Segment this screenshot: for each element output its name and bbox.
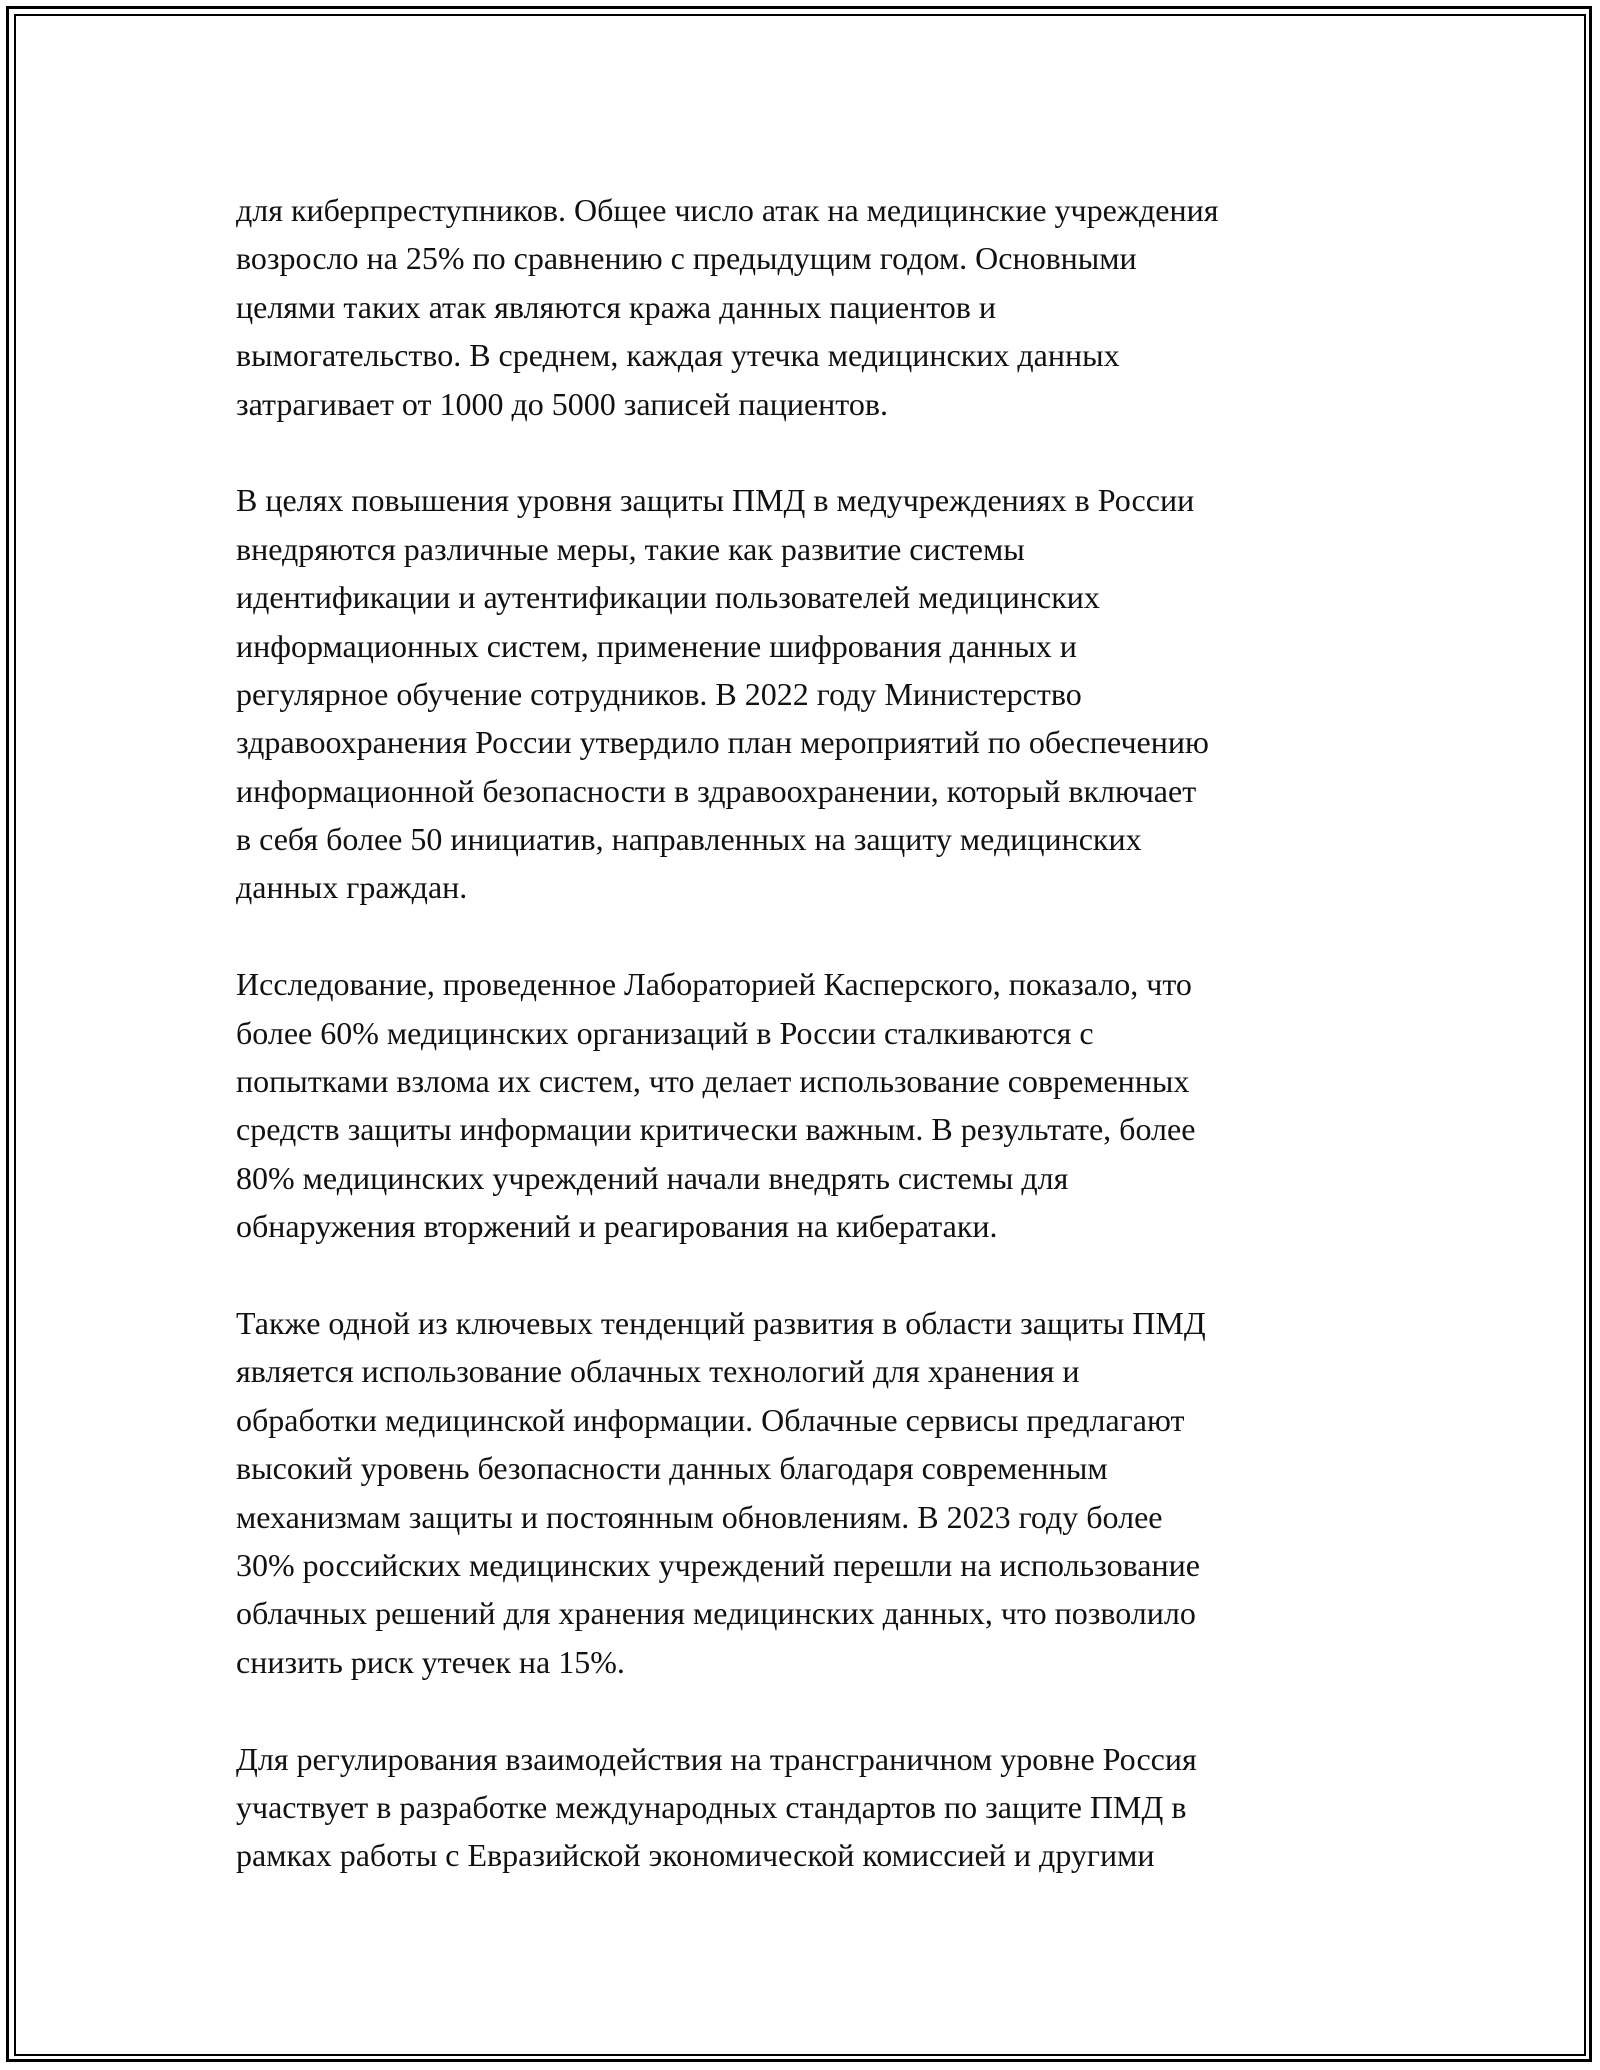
text-line: В целях повышения уровня защиты ПМД в медучреждениях в России <box>236 482 1195 519</box>
paragraph-gap <box>236 1686 1376 1734</box>
text-line: возросло на 25% по сравнению с предыдущим годом. Основными <box>236 240 1137 277</box>
text-line: высокий уровень безопасности данных благодаря современным <box>236 1450 1108 1487</box>
text-line: 30% российских медицинских учреждений перешли на использование <box>236 1546 1200 1583</box>
text-line: целями таких атак являются кража данных пациентов и <box>236 288 997 325</box>
text-line: обнаружения вторжений и реагирования на кибератаки. <box>236 1208 998 1245</box>
text-line: вымогательство. В среднем, каждая утечка медицинских данных <box>236 337 1120 374</box>
text-line: Также одной из ключевых тенденций развития в области защиты ПМД <box>236 1304 1206 1341</box>
paragraph-kaspersky-study <box>236 960 1376 1250</box>
text-line: участвует в разработке международных стандартов по защите ПМД в <box>236 1788 1187 1825</box>
text-line: здравоохранения России утвердило план мероприятий по обеспечению <box>236 724 1209 761</box>
paragraph-cloud-technologies <box>236 1299 1376 1686</box>
paragraph-gap <box>236 912 1376 960</box>
text-line: Исследование, проведенное Лабораторией Касперского, показало, что <box>236 966 1192 1003</box>
document-body <box>236 186 1376 1880</box>
text-line: более 60% медицинских организаций в России сталкиваются с <box>236 1014 1094 1051</box>
text-line: в себя более 50 инициатив, направленных на защиту медицинских <box>236 821 1142 858</box>
text-line: облачных решений для хранения медицинских данных, что позволило <box>236 1595 1196 1632</box>
paragraph-protection-measures <box>236 476 1376 912</box>
text-line: для киберпреступников. Общее число атак на медицинские учреждения <box>236 192 1219 228</box>
text-line: попытками взлома их систем, что делает использование современных <box>236 1063 1190 1100</box>
text-line: является использование облачных технологий для хранения и <box>236 1353 1080 1390</box>
paragraph-gap <box>236 1251 1376 1299</box>
paragraph-cross-border-regulation <box>236 1735 1376 1880</box>
text-line: затрагивает от 1000 до 5000 записей пациентов. <box>236 385 888 422</box>
text-line: информационной безопасности в здравоохранении, который включает <box>236 772 1197 809</box>
text-line: механизмам защиты и постоянным обновлениям. В 2023 году более <box>236 1498 1163 1535</box>
text-line: регулярное обучение сотрудников. В 2022 году Министерство <box>236 675 1082 712</box>
text-line: идентификации и аутентификации пользователей медицинских <box>236 579 1100 616</box>
text-line: 80% медицинских учреждений начали внедрять системы для <box>236 1159 1069 1196</box>
paragraph-gap <box>236 428 1376 476</box>
text-line: снизить риск утечек на 15%. <box>236 1643 625 1680</box>
text-line: информационных систем, применение шифрования данных и <box>236 627 1077 664</box>
paragraph-cyberattack-stats <box>236 186 1376 428</box>
text-line: рамках работы с Евразийской экономической комиссией и другими <box>236 1837 1155 1874</box>
text-line: средств защиты информации критически важным. В результате, более <box>236 1111 1196 1148</box>
text-line: внедряются различные меры, такие как развитие системы <box>236 530 1025 567</box>
text-line: Для регулирования взаимодействия на трансграничном уровне Россия <box>236 1740 1197 1777</box>
text-line: данных граждан. <box>236 869 468 906</box>
text-line: обработки медицинской информации. Облачные сервисы предлагают <box>236 1401 1185 1438</box>
